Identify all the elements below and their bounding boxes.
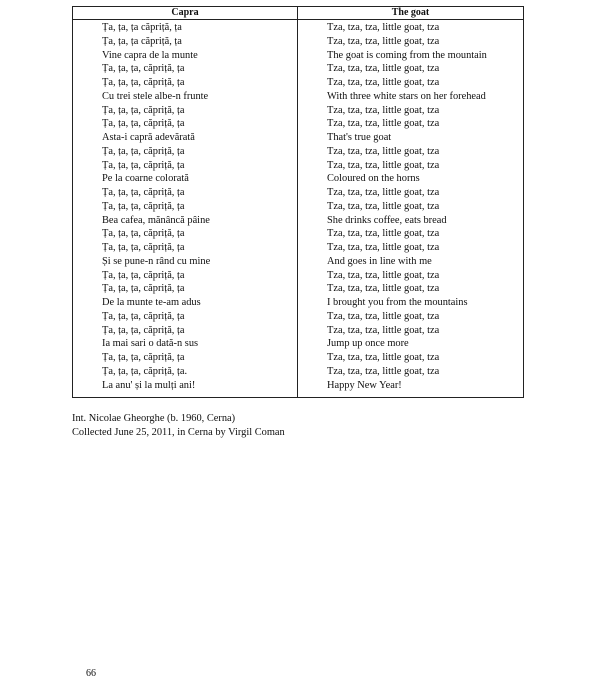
source-note bbox=[72, 412, 285, 439]
english-line: Tza, tza, tza, little goat, tza bbox=[327, 77, 440, 88]
english-line: Tza, tza, tza, little goat, tza bbox=[327, 104, 440, 116]
english-line: Tza, tza, tza, little goat, tza bbox=[327, 283, 440, 295]
english-line: She drinks coffee, eats bread bbox=[327, 214, 447, 226]
english-line: Tza, tza, tza, little goat, tza bbox=[327, 365, 440, 377]
romanian-line: Ța, ța, ța, căpriță, ța bbox=[102, 77, 185, 88]
english-line: Tza, tza, tza, little goat, tza bbox=[327, 200, 440, 212]
page-number: 66 bbox=[86, 668, 96, 679]
romanian-line: Ța, ța, ța, căpriță, ța bbox=[102, 228, 185, 240]
romanian-line: Ța, ța, ța, căpriță, ța bbox=[102, 200, 185, 212]
romanian-line: Ța, ța, ța, căpriță, ța bbox=[102, 242, 185, 253]
english-line: Tza, tza, tza, little goat, tza bbox=[327, 242, 440, 253]
romanian-lyrics bbox=[73, 20, 297, 397]
romanian-line: Ța, ța, ța, căpriță, ța bbox=[102, 145, 185, 157]
informant-line: Int. Nicolae Gheorghe (b. 1960, Cerna) bbox=[72, 413, 236, 424]
romanian-line: Ța, ța, ța, căpriță, ța bbox=[102, 310, 185, 322]
romanian-line: Ța, ța, ța, căpriță, ța bbox=[102, 63, 185, 75]
english-line: Tza, tza, tza, little goat, tza bbox=[327, 145, 440, 157]
romanian-line: Ia mai sari o dată-n sus bbox=[102, 338, 199, 350]
romanian-line: Ța, ța, ța căpriță, ța bbox=[102, 22, 182, 33]
romanian-column bbox=[73, 20, 298, 398]
english-line: Jump up once more bbox=[327, 338, 409, 350]
english-line: Tza, tza, tza, little goat, tza bbox=[327, 118, 440, 130]
romanian-line: Ța, ța, ța, căpriță, ța bbox=[102, 269, 185, 281]
english-line: Coloured on the horns bbox=[327, 173, 420, 185]
header-romanian: Capra bbox=[73, 7, 298, 20]
romanian-line: Cu trei stele albe-n frunte bbox=[102, 90, 209, 102]
romanian-line: Ța, ța, ța, căpriță, ța bbox=[102, 118, 185, 130]
english-line: Tza, tza, tza, little goat, tza bbox=[327, 63, 440, 75]
english-line: With three white stars on her forehead bbox=[327, 90, 486, 102]
romanian-line: Ța, ța, ța, căpriță, ța. bbox=[102, 365, 188, 377]
romanian-line: Ța, ța, ța, căpriță, ța bbox=[102, 104, 185, 116]
lyrics-table bbox=[72, 6, 524, 398]
table-body-row bbox=[73, 20, 524, 398]
romanian-line: Vine capra de la munte bbox=[102, 49, 198, 61]
english-line: And goes in line with me bbox=[327, 255, 432, 267]
english-line: That's true goat bbox=[327, 132, 392, 143]
english-line: Tza, tza, tza, little goat, tza bbox=[327, 324, 440, 336]
english-lyrics bbox=[298, 20, 523, 397]
romanian-line: Asta-i capră adevărată bbox=[102, 132, 195, 143]
english-line: Tza, tza, tza, little goat, tza bbox=[327, 310, 440, 322]
romanian-line: De la munte te-am adus bbox=[102, 297, 201, 308]
english-line: Tza, tza, tza, little goat, tza bbox=[327, 269, 440, 281]
romanian-line: Ța, ța, ța, căpriță, ța bbox=[102, 187, 185, 198]
romanian-line: La anu' și la mulți ani! bbox=[102, 379, 196, 391]
romanian-line: Ța, ța, ța, căpriță, ța bbox=[102, 324, 185, 336]
english-line: I brought you from the mountains bbox=[327, 297, 468, 308]
english-line: Tza, tza, tza, little goat, tza bbox=[327, 352, 440, 363]
romanian-line: Ța, ța, ța, căpriță, ța bbox=[102, 283, 185, 295]
english-column bbox=[298, 20, 524, 398]
header-english: The goat bbox=[298, 7, 524, 20]
english-line: Tza, tza, tza, little goat, tza bbox=[327, 228, 440, 240]
english-line: Tza, tza, tza, little goat, tza bbox=[327, 159, 440, 171]
english-line: Tza, tza, tza, little goat, tza bbox=[327, 35, 440, 47]
english-line: The goat is coming from the mountain bbox=[327, 49, 487, 61]
romanian-line: Ța, ța, ța, căpriță, ța bbox=[102, 352, 185, 363]
table-header-row bbox=[73, 7, 524, 20]
romanian-line: Bea cafea, mănâncă pâine bbox=[102, 214, 210, 226]
english-line: Tza, tza, tza, little goat, tza bbox=[327, 187, 440, 198]
english-line: Happy New Year! bbox=[327, 379, 402, 391]
romanian-line: Ța, ța, ța, căpriță, ța bbox=[102, 159, 185, 171]
english-line: Tza, tza, tza, little goat, tza bbox=[327, 22, 440, 33]
romanian-line: Ța, ța, ța căpriță, ța bbox=[102, 35, 182, 47]
romanian-line: Și se pune-n rând cu mine bbox=[102, 255, 211, 267]
romanian-line: Pe la coarne colorată bbox=[102, 173, 189, 185]
collection-line: Collected June 25, 2011, in Cerna by Virgil Coman bbox=[72, 426, 285, 438]
